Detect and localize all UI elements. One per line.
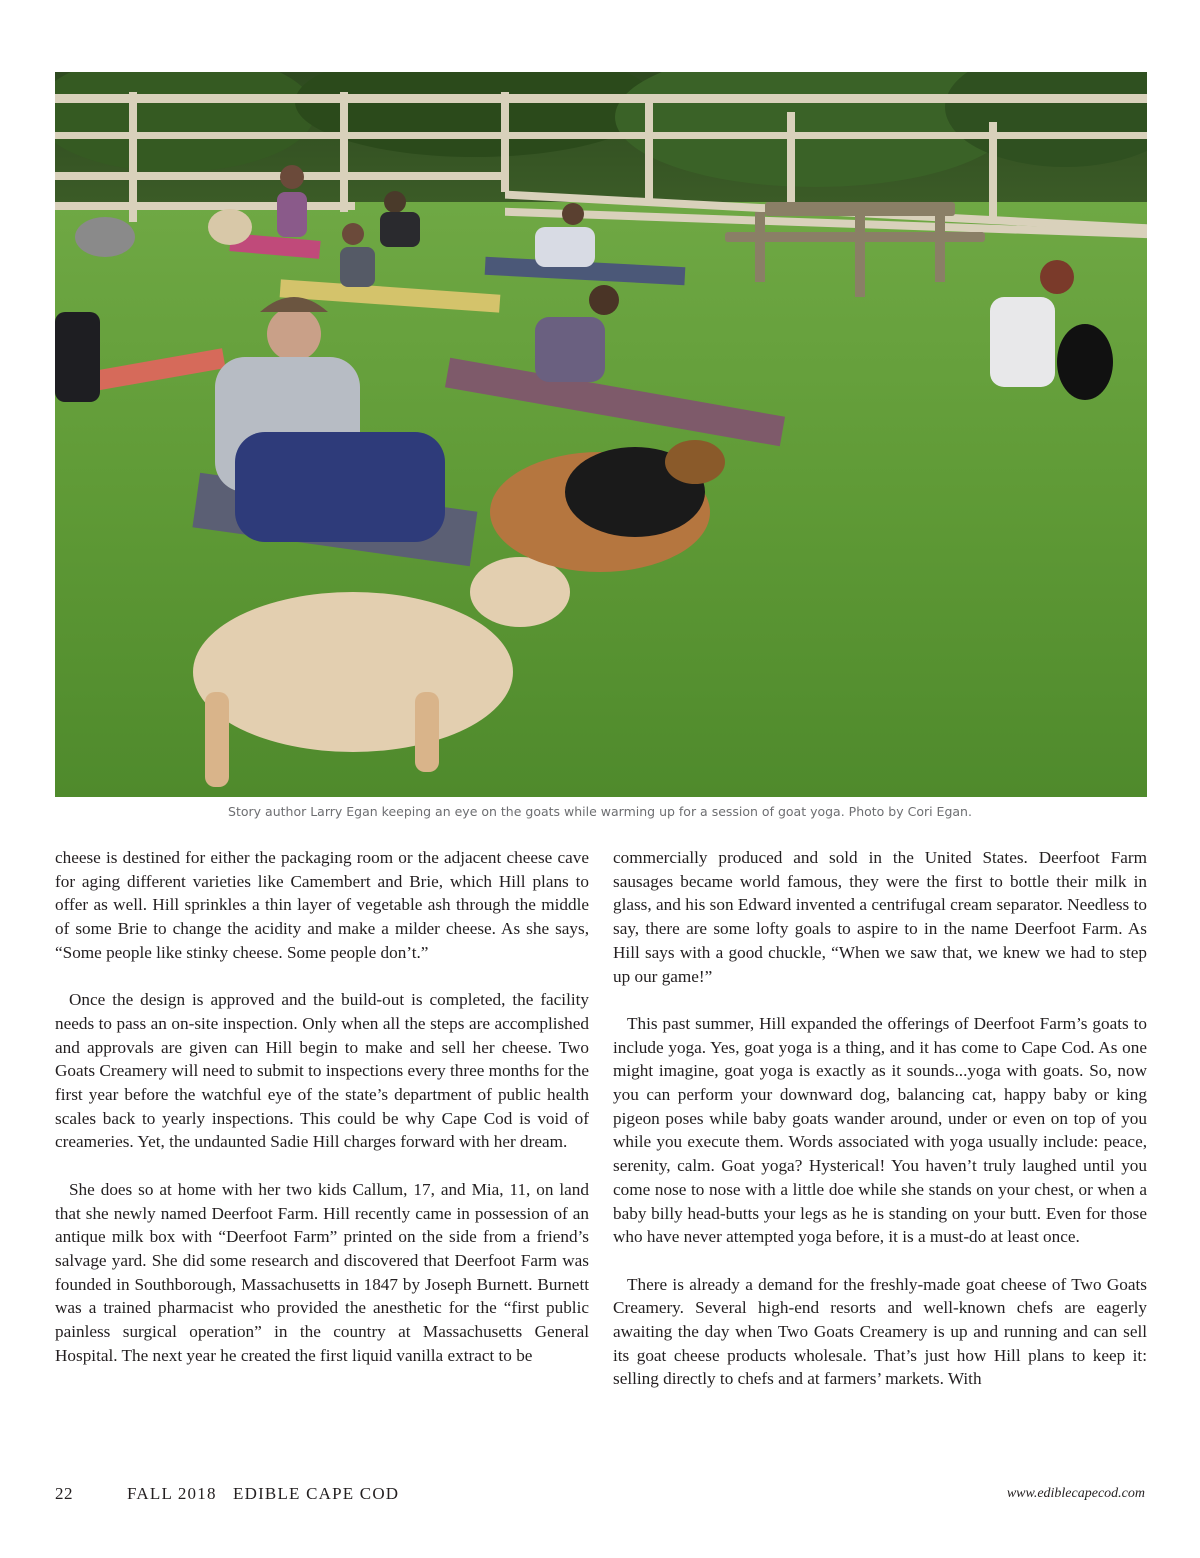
article-photo (55, 72, 1147, 797)
paragraph: This past summer, Hill expanded the offerings of Deerfoot Farm’s goats to include yoga. Yes, goat yoga is a thing, and it has come to Cape Cod. As one might imagine, goat yoga is exactly as it sounds...yoga with goats. So, now you can perform your downward dog, balancing cat, happy baby or king pigeon poses while baby goats wander around, under or even on top of you while you execute them. Words associated with yoga usually include: peace, serenity, calm. Goat yoga? Hysterical! You haven’t truly laughed until you come nose to nose with a little doe while she stands on your chest, or when a baby billy head-butts your legs as he is standing on your butt. Even for those who have never attempted yoga before, it is a must-do at least once. (613, 1013, 1147, 1247)
paragraph: Once the design is approved and the build-out is completed, the facility needs to pass an on-site inspection. Only when all the steps are accomplished and approvals are given can Hill begin to make and sell her cheese. Two Goats Creamery will need to submit to inspections every three months for the first year before the watchful eye of the state’s department of public health scales back to yearly inspections. This could be why Cape Cod is void of creameries. Yet, the undaunted Sadie Hill charges forward with her dream. (55, 990, 589, 1152)
goat-yoga-photo-illustration (55, 72, 1147, 797)
paragraph: She does so at home with her two kids Callum, 17, and Mia, 11, on land that she newly named Deerfoot Farm. Hill recently came in possession of an antique milk box with “Deerfoot Farm” printed on the side from a friend’s salvage yard. She did some research and discovered that Deerfoot Farm was founded in Southborough, Massachusetts in 1847 by Joseph Burnett. Burnett was a trained pharmacist who provided the anesthetic for the “first public painless surgical operation” in the country at Massachusetts General Hospital. The next year he created the first liquid vanilla extract to be (55, 1179, 589, 1365)
paragraph: cheese is destined for either the packaging room or the adjacent cheese cave for aging different varieties like Camembert and Brie, which Hill plans to offer as well. Hill sprinkles a thin layer of vegetable ash through the middle of some Brie to change the acidity and make a milder cheese. As she says, “Some people like stinky cheese. Some people don’t.” (55, 848, 589, 962)
page-number: 22 (55, 1484, 73, 1503)
paragraph: There is already a demand for the freshly-made goat cheese of Two Goats Creamery. Several high-end resorts and well-known chefs are eagerly awaiting the day when Two Goats Creamery is up and running and can sell its goat cheese products wholesale. That’s just how Hill plans to keep it: selling directly to chefs and at farmers’ markets. With (613, 1274, 1147, 1389)
paragraph: commercially produced and sold in the United States. Deerfoot Farm sausages became world famous, they were the first to bottle their milk in glass, and his son Edward invented a centrifugal cream separator. Needless to say, there are some lofty goals to aspire to in the name Deerfoot Farm. As Hill says with a good chuckle, “When we saw that, we knew we had to step up our game!” (613, 848, 1147, 986)
article-column-right (613, 846, 1147, 1391)
website-link[interactable]: www.ediblecapecod.com (1006, 1486, 1145, 1501)
issue-label: FALL 2018 EDIBLE CAPE COD (127, 1484, 400, 1503)
photo-caption: Story author Larry Egan keeping an eye on the goats while warming up for a session of goat yoga. Photo by Cori Egan. (228, 804, 972, 819)
page-footer (0, 1484, 1200, 1508)
article-column-left (55, 846, 589, 1367)
